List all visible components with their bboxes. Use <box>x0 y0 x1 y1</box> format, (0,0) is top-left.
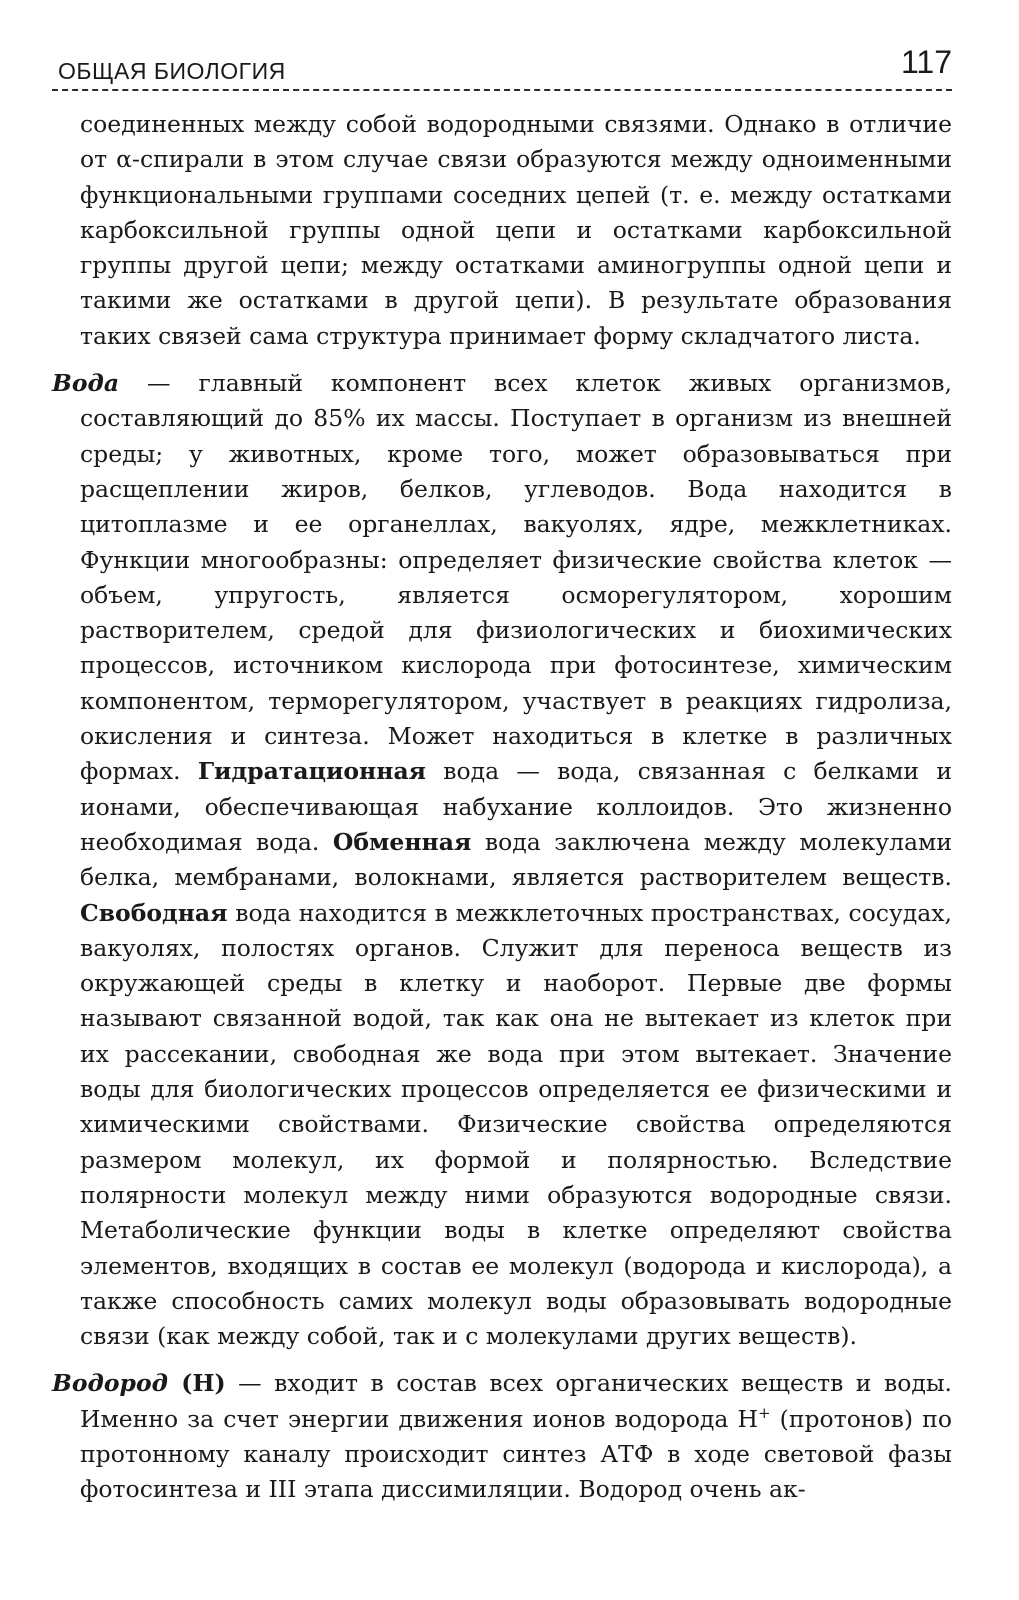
entry-water-text-2: вода — вода, связанная с белками и ионами, обеспечивающая набухание коллоидов. Это жизненно необходимая вода. <box>80 757 952 856</box>
running-title: ОБЩАЯ БИОЛОГИЯ <box>58 58 286 84</box>
entry-water-text-3: вода заключена между молекулами белка, мембранами, волокнами, является растворителем веществ. <box>80 827 952 892</box>
term-water: Вода <box>52 369 120 398</box>
hydrogen-symbol: (H) <box>168 1369 226 1398</box>
entry-hydrogen-text-1: — входит в состав всех органических веществ и воды. Именно за счет энергии движения ионов водорода H <box>80 1369 953 1433</box>
body-text <box>52 107 952 1520</box>
term-hydrogen: Водород <box>52 1369 168 1398</box>
continuation-paragraph: соединенных между собой водородными связями. Однако в отличие от α-спирали в этом случае связи образуются между одноименными функциональными группами соседних цепей (т. е. между остатками карбоксильной группы одной цепи и остатками карбоксильной группы другой цепи; между остатками аминогруппы одной цепи и такими же остатками в другой цепи). В результате образования таких связей сама структура принимает форму складчатого листа. <box>80 110 952 350</box>
page-header <box>52 44 952 92</box>
entry-hydrogen-text-2: (протонов) по протонному каналу происходит синтез АТФ в ходе световой фазы фотосинтеза и III этапа диссимиляции. Водород очень ак- <box>80 1404 952 1504</box>
header-divider <box>52 89 952 91</box>
page-number: 117 <box>900 44 952 80</box>
superscript-plus: + <box>757 1403 771 1422</box>
term-exchange-water: Обменная <box>332 827 472 856</box>
term-hydration-water: Гидратационная <box>197 757 427 786</box>
entry-hydrogen <box>52 1366 952 1507</box>
term-free-water: Свободная <box>80 898 228 927</box>
entry-water-text-4: вода находится в межклеточных пространствах, сосудах, вакуолях, полостях органов. Служит для переноса веществ из окружающей среды в клетку и наоборот. Первые две формы называют связанной водой, так как она не вытекает из клеток при их рассекании, свободная же вода при этом вытекает. Значение воды для биологических процессов определяется ее физическими и химическими свойствами. Физические свойства определяются размером молекул, их формой и полярностью. Вследствие полярности молекул между ними образуются водородные связи. Метаболические функции воды в клетке определяют свойства элементов, входящих в состав ее молекул (водорода и кислорода), а также способность самих молекул воды образовывать водородные связи (как между собой, так и с молекулами других веществ). <box>80 898 952 1351</box>
entry-water-text-1: — главный компонент всех клеток живых организмов, составляющий до 85% их массы. Поступает в организм из внешней среды; у животных, кроме того, может образовываться при расщеплении жиров, белков, углеводов. Вода находится в цитоплазме и ее органеллах, вакуолях, ядре, межклетниках. Функции многообразны: определяет физические свойства клеток — объем, упругость, является осморегулятором, хорошим растворителем, средой для физиологических и биохимических процессов, источником кислорода при фотосинтезе, химическим компонентом, терморегулятором, участвует в реакциях гидролиза, окисления и синтеза. Может находиться в клетке в различных формах. <box>80 369 952 786</box>
entry-water <box>52 366 952 1354</box>
